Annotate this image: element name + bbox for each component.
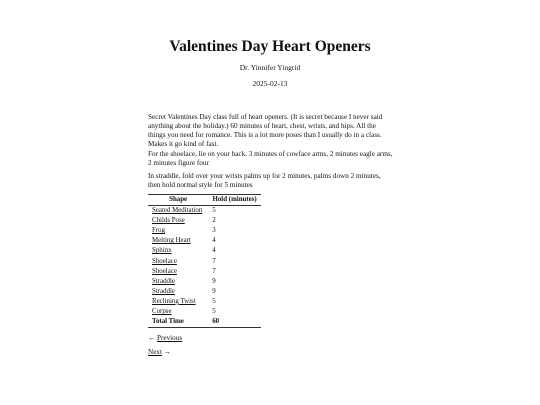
pose-link-seated-meditation[interactable]: Seated Meditation: [152, 207, 203, 215]
left-arrow-icon: ←: [148, 334, 156, 342]
hold-value: 2: [212, 217, 216, 225]
hold-column-header: Hold (minutes): [212, 196, 257, 203]
right-arrow-icon: →: [163, 348, 171, 356]
next-link[interactable]: Next: [148, 348, 162, 356]
total-row: [148, 317, 261, 328]
next-nav: [148, 348, 171, 357]
hold-value: 5: [212, 297, 216, 305]
pose-link-shoelace[interactable]: Shoelace: [152, 267, 177, 275]
poses-table: [148, 194, 261, 328]
hold-value: 7: [212, 257, 216, 265]
table-row: [148, 226, 261, 236]
pose-link-straddle[interactable]: Straddle: [152, 287, 175, 295]
hold-value: 7: [212, 267, 216, 275]
previous-link[interactable]: Previous: [156, 334, 183, 342]
intro-paragraph: Secret Valentines Day class full of heart openers. (It is secret because I never said anything about the holiday.) 60 minutes of heart, chest, wrists, and hips. All the things you need for romance. This is a lot more poses than I usually do in a class. Makes it go kind of fast.: [148, 113, 383, 149]
hold-value: 5: [212, 207, 216, 215]
author-name: Dr. Yinnifer Yingrid: [239, 63, 301, 72]
hold-value: 9: [212, 277, 216, 285]
table-header-row: [148, 195, 261, 206]
pose-link-corpse[interactable]: Corpse: [152, 308, 172, 316]
total-label: Total Time: [152, 318, 184, 326]
hold-value: 3: [212, 227, 216, 235]
pose-link-straddle[interactable]: Straddle: [152, 277, 175, 285]
hold-value: 9: [212, 287, 216, 295]
shoelace-paragraph: For the shoelace, lie on your back. 3 minutes of cowface arms, 2 minutes eagle arms, 2 minutes figure four: [148, 150, 393, 168]
hold-value: 5: [212, 308, 216, 316]
pose-link-shoelace[interactable]: Shoelace: [152, 257, 177, 265]
hold-value: 4: [212, 237, 216, 245]
table-row: [148, 277, 261, 287]
publish-date: 2025-02-13: [252, 79, 288, 88]
pose-link-childs-pose[interactable]: Childs Pose: [152, 217, 185, 225]
table-row: [148, 206, 261, 217]
table-row: [148, 297, 261, 307]
shape-column-header: Shape: [169, 196, 188, 203]
total-value: 60: [212, 318, 220, 326]
pose-link-sphinx[interactable]: Sphinx: [152, 247, 172, 255]
table-row: [148, 307, 261, 317]
table-row: [148, 267, 261, 277]
table-row: [148, 236, 261, 246]
pose-link-reclining-twist[interactable]: Reclining Twist: [152, 297, 196, 305]
previous-nav: [148, 334, 182, 343]
table-row: [148, 216, 261, 226]
pose-link-frog[interactable]: Frog: [152, 227, 166, 235]
straddle-paragraph: In straddle, fold over your wrists palms up for 2 minutes, palms down 2 minutes, then hold normal style for 5 minutes: [148, 172, 381, 190]
page-title: Valentines Day Heart Openers: [169, 38, 371, 55]
table-row: [148, 246, 261, 256]
hold-value: 4: [212, 247, 216, 255]
pose-link-melting-heart[interactable]: Melting Heart: [152, 237, 191, 245]
table-row: [148, 257, 261, 267]
table-row: [148, 287, 261, 297]
